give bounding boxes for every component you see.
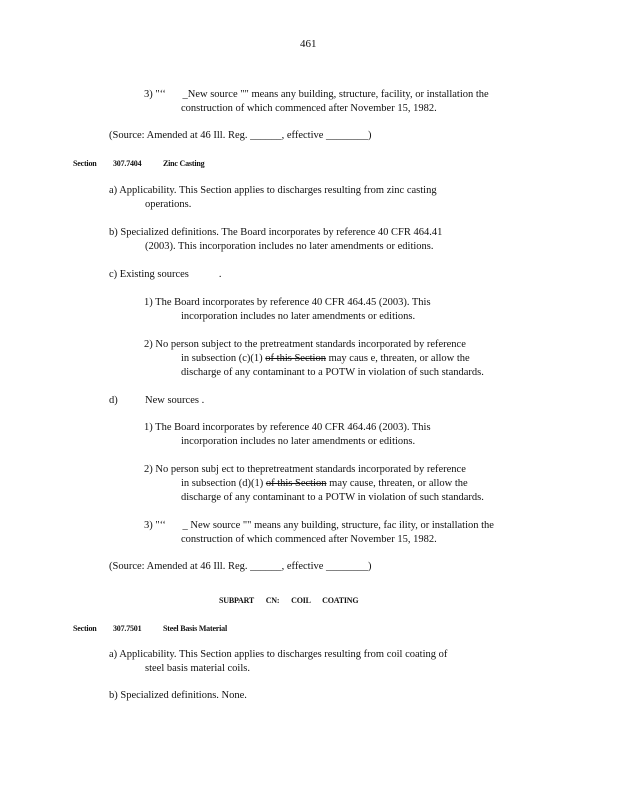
paragraph-a-line1: a) Applicability. This Section applies to discharges resulting from zinc casting [109, 185, 437, 196]
paragraph-a2-line1: a) Applicability. This Section applies to discharges resulting from coil coating of [109, 649, 448, 660]
struck-text: of this Section [265, 478, 327, 489]
source-note-1: (Source: Amended at 46 Ill. Reg. ______, effective ________) [109, 130, 372, 141]
subpart-heading: SUBPART CN: COIL COATING [219, 596, 359, 605]
paragraph-c1-line2: incorporation includes no later amendments or editions. [181, 311, 416, 322]
paragraph-d3-line1: 3) "‘‘ _ New source "" means any building, structure, fac ility, or installation the [144, 520, 494, 531]
paragraph-c2-line1: 2) No person subject to the pretreatment standards incorporated by reference [144, 339, 466, 350]
paragraph-a3-line1: 3) "‘‘ _New source "" means any building, structure, facility, or installation the [144, 89, 489, 100]
paragraph-c2-line2: in subsection (c)(1) of this Section may caus e, threaten, or allow the [181, 353, 470, 364]
paragraph-d2-line2: in subsection (d)(1) of this Section may cause, threaten, or allow the [181, 478, 468, 489]
paragraph-c-heading: c) Existing sources . [109, 269, 222, 280]
paragraph-d2-line1: 2) No person subj ect to thepretreatment standards incorporated by reference [144, 464, 466, 475]
paragraph-d-letter: d) [109, 395, 118, 406]
paragraph-d1-line2: incorporation includes no later amendments or editions. [181, 436, 416, 447]
section-7501-label: Section [73, 624, 97, 633]
paragraph-a3-line2: construction of which commenced after November 15, 1982. [181, 103, 437, 114]
source-note-2: (Source: Amended at 46 Ill. Reg. ______, effective ________) [109, 561, 372, 572]
section-7404-number: 307.7404 [113, 159, 142, 168]
paragraph-b-line2: (2003). This incorporation includes no later amendments or editions. [145, 241, 434, 252]
section-7404-title: Zinc Casting [163, 159, 205, 168]
paragraph-b-line1: b) Specialized definitions. The Board incorporates by reference 40 CFR 464.41 [109, 227, 443, 238]
struck-text: of this Section [265, 353, 326, 364]
paragraph-d1-line1: 1) The Board incorporates by reference 40 CFR 464.46 (2003). This [144, 422, 431, 433]
page-number: 461 [300, 38, 317, 50]
section-7501-number: 307.7501 [113, 624, 142, 633]
paragraph-c2-line3: discharge of any contaminant to a POTW in violation of such standards. [181, 367, 484, 378]
paragraph-b2-line1: b) Specialized definitions. None. [109, 690, 247, 701]
section-7404-label: Section [73, 159, 97, 168]
paragraph-a2-line2: steel basis material coils. [145, 663, 250, 674]
paragraph-d-heading: New sources . [145, 395, 205, 406]
paragraph-c1-line1: 1) The Board incorporates by reference 40 CFR 464.45 (2003). This [144, 297, 431, 308]
paragraph-d3-line2: construction of which commenced after November 15, 1982. [181, 534, 437, 545]
section-7501-title: Steel Basis Material [163, 624, 227, 633]
paragraph-a-line2: operations. [145, 199, 192, 210]
paragraph-d2-line3: discharge of any contaminant to a POTW in violation of such standards. [181, 492, 484, 503]
